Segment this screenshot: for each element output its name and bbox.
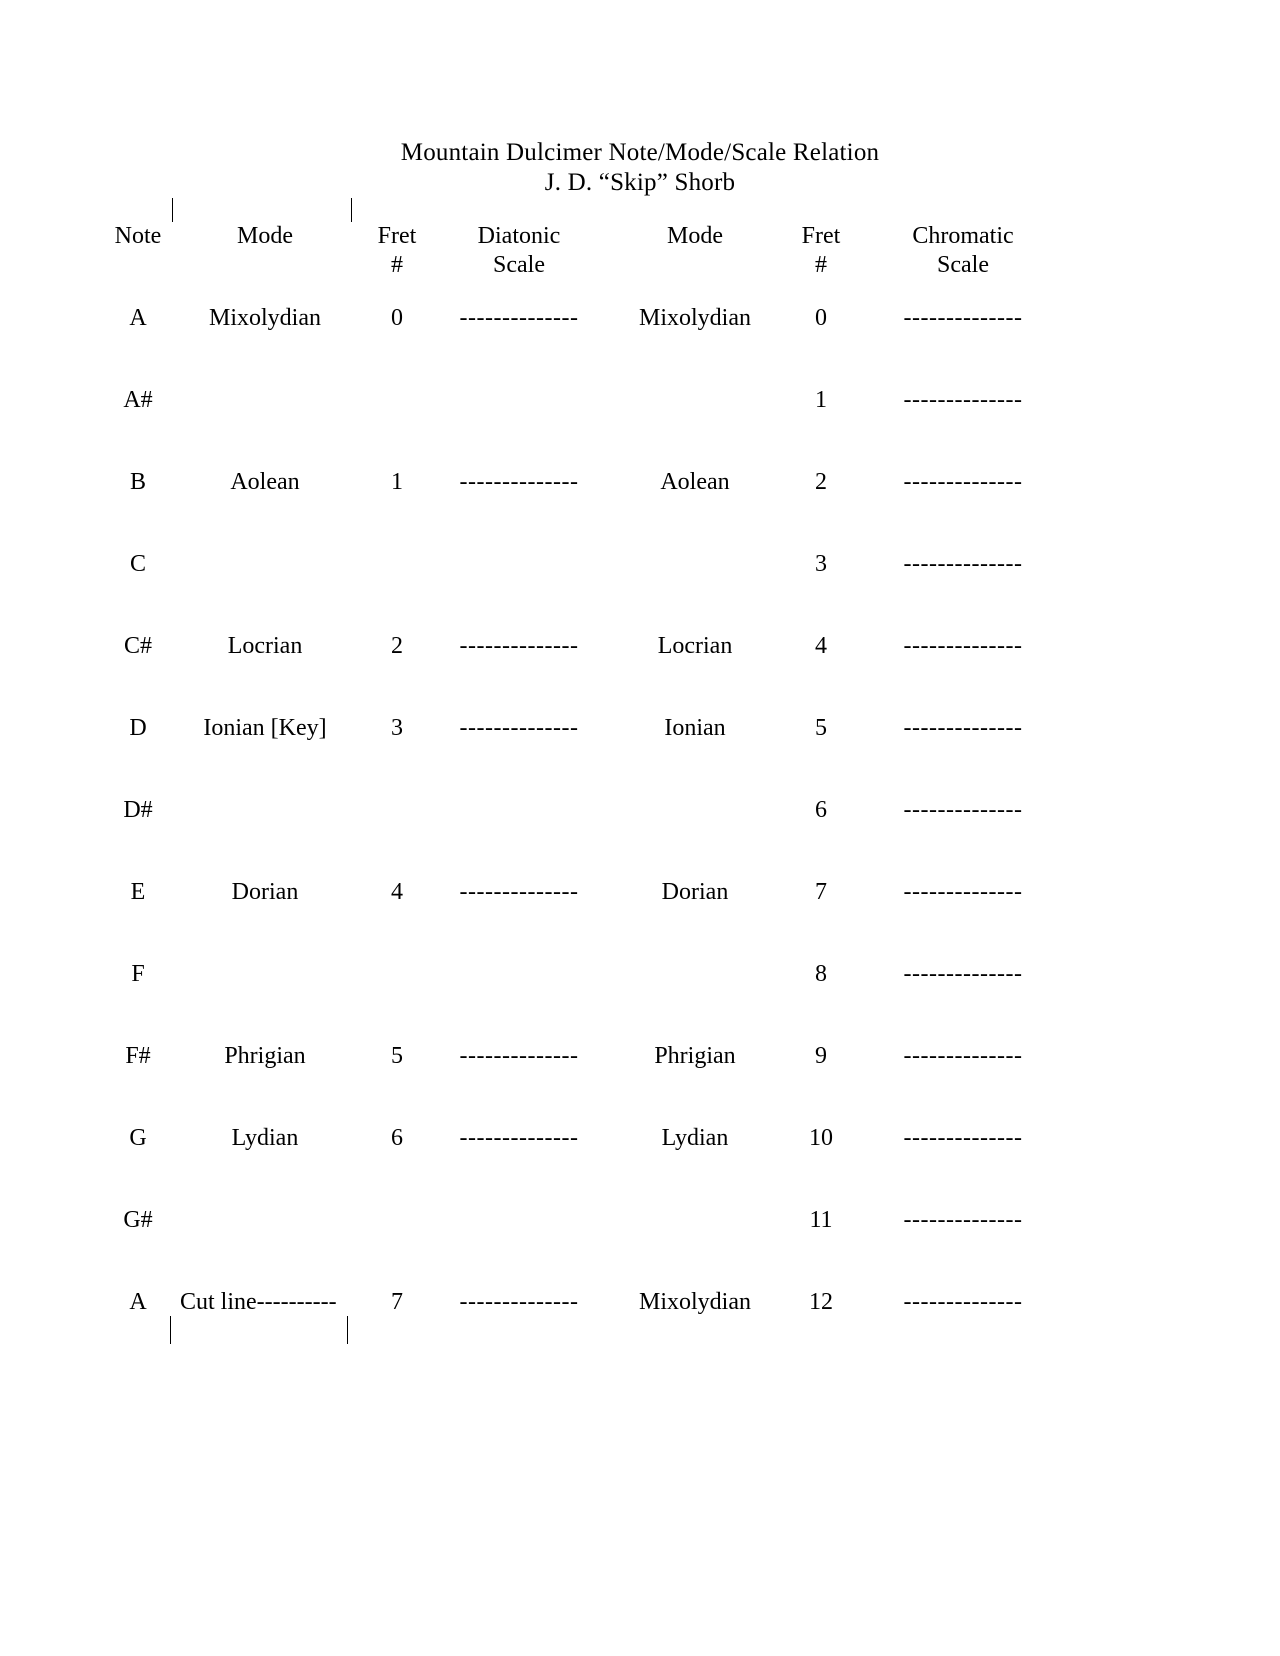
table-row	[0, 385, 1280, 415]
cell-mode-diatonic: Ionian [Key]	[203, 715, 327, 741]
title-line-1: Mountain Dulcimer Note/Mode/Scale Relation	[400, 139, 880, 166]
cell-diatonic-scale: --------------	[459, 1043, 579, 1069]
table-row	[0, 1205, 1280, 1235]
cut-mark-bottom-left	[170, 1316, 171, 1344]
cell-mode-diatonic: Mixolydian	[209, 305, 321, 331]
column-header-mode-diatonic	[180, 222, 350, 251]
cell-note: A#	[123, 387, 153, 413]
cell-diatonic-scale: --------------	[459, 1125, 579, 1151]
column-header-note	[96, 222, 180, 251]
table-row	[0, 1123, 1280, 1153]
cell-chromatic-scale: --------------	[903, 305, 1023, 331]
cell-fret-diatonic: 2	[391, 633, 403, 659]
column-header-diatonic-scale	[444, 222, 594, 280]
cell-mode-diatonic: Locrian	[227, 633, 303, 659]
cell-note: F	[131, 961, 145, 987]
cell-note: A	[129, 305, 147, 331]
cell-diatonic-scale: --------------	[459, 305, 579, 331]
cell-fret-diatonic: 7	[391, 1289, 403, 1315]
cell-fret-chromatic: 9	[815, 1043, 827, 1069]
cell-chromatic-scale: --------------	[903, 1043, 1023, 1069]
column-header-fret-chromatic-sub: #	[815, 252, 827, 278]
cell-fret-diatonic: 0	[391, 305, 403, 331]
table-row	[0, 631, 1280, 661]
cell-chromatic-scale: --------------	[903, 797, 1023, 823]
cell-chromatic-scale: --------------	[903, 879, 1023, 905]
cut-mark-top-right	[351, 198, 352, 222]
cell-note: C	[129, 551, 146, 577]
cell-diatonic-scale: --------------	[459, 879, 579, 905]
cell-mode-diatonic: Dorian	[231, 879, 299, 905]
cell-fret-diatonic: 4	[391, 879, 403, 905]
cell-fret-chromatic: 2	[815, 469, 827, 495]
cell-diatonic-scale: --------------	[459, 633, 579, 659]
cell-fret-chromatic: 7	[815, 879, 827, 905]
column-header-mode-diatonic-main: Mode	[237, 223, 293, 249]
table-row	[0, 549, 1280, 579]
cell-chromatic-scale: --------------	[903, 551, 1023, 577]
cell-chromatic-scale: --------------	[903, 469, 1023, 495]
cell-mode-chromatic: Lydian	[661, 1125, 729, 1151]
cell-fret-chromatic: 5	[815, 715, 827, 741]
table-row	[0, 959, 1280, 989]
table-row	[0, 795, 1280, 825]
table-header-row	[0, 222, 1280, 286]
cell-note: A	[129, 1289, 147, 1315]
cell-chromatic-scale: --------------	[903, 1125, 1023, 1151]
cell-mode-chromatic: Mixolydian	[639, 1289, 751, 1315]
table-row	[0, 877, 1280, 907]
cell-mode-chromatic: Locrian	[657, 633, 733, 659]
cell-chromatic-scale: --------------	[903, 961, 1023, 987]
cell-fret-chromatic: 3	[815, 551, 827, 577]
cell-note: G#	[123, 1207, 153, 1233]
cut-mark-bottom-right	[347, 1316, 348, 1344]
cell-diatonic-scale: --------------	[459, 1289, 579, 1315]
column-header-fret-diatonic	[352, 222, 442, 280]
cell-chromatic-scale: --------------	[903, 1289, 1023, 1315]
cell-fret-chromatic: 6	[815, 797, 827, 823]
cell-mode-chromatic: Phrigian	[654, 1043, 736, 1069]
cell-note: F#	[125, 1043, 151, 1069]
cell-fret-chromatic: 12	[809, 1289, 833, 1315]
cell-chromatic-scale: --------------	[903, 633, 1023, 659]
column-header-chromatic-scale	[868, 222, 1058, 280]
table-row	[0, 1287, 1280, 1317]
cell-note: E	[130, 879, 146, 905]
cell-mode-chromatic: Mixolydian	[639, 305, 751, 331]
column-header-mode-chromatic	[596, 222, 794, 251]
cell-note: D#	[123, 797, 153, 823]
cut-line-label: Cut line----------	[180, 1289, 337, 1315]
cell-fret-diatonic: 5	[391, 1043, 403, 1069]
cell-fret-chromatic: 8	[815, 961, 827, 987]
column-header-fret-chromatic-main: Fret	[801, 223, 841, 249]
column-header-note-main: Note	[114, 223, 162, 249]
column-header-chromatic-scale-main: Chromatic	[912, 223, 1014, 249]
column-header-fret-diatonic-main: Fret	[377, 223, 417, 249]
cell-fret-chromatic: 4	[815, 633, 827, 659]
cell-note: D	[129, 715, 147, 741]
cell-mode-chromatic: Aolean	[660, 469, 730, 495]
document-title	[0, 138, 1280, 198]
column-header-chromatic-scale-sub: Scale	[937, 252, 989, 278]
table-row	[0, 467, 1280, 497]
cell-chromatic-scale: --------------	[903, 1207, 1023, 1233]
table-row	[0, 713, 1280, 743]
column-header-diatonic-scale-main: Diatonic	[477, 223, 561, 249]
column-header-fret-chromatic	[776, 222, 866, 280]
cell-mode-chromatic: Dorian	[661, 879, 729, 905]
cell-diatonic-scale: --------------	[459, 715, 579, 741]
cut-mark-top-left	[172, 198, 173, 222]
cell-note: G	[129, 1125, 147, 1151]
column-header-fret-diatonic-sub: #	[391, 252, 403, 278]
cell-mode-chromatic: Ionian	[664, 715, 726, 741]
cell-diatonic-scale: --------------	[459, 469, 579, 495]
column-header-mode-chromatic-main: Mode	[667, 223, 723, 249]
cell-mode-diatonic: Aolean	[230, 469, 300, 495]
column-header-diatonic-scale-sub: Scale	[493, 252, 545, 278]
title-line-2: J. D. “Skip” Shorb	[544, 169, 736, 196]
table-row	[0, 1041, 1280, 1071]
cell-fret-chromatic: 10	[809, 1125, 833, 1151]
cell-fret-diatonic: 1	[391, 469, 403, 495]
cell-fret-diatonic: 6	[391, 1125, 403, 1151]
cell-note: B	[129, 469, 146, 495]
cell-chromatic-scale: --------------	[903, 715, 1023, 741]
cell-chromatic-scale: --------------	[903, 387, 1023, 413]
cell-note: C#	[123, 633, 152, 659]
cell-mode-diatonic: Phrigian	[224, 1043, 306, 1069]
table-row	[0, 303, 1280, 333]
cell-fret-chromatic: 0	[815, 305, 827, 331]
cell-fret-chromatic: 1	[815, 387, 827, 413]
cell-fret-diatonic: 3	[391, 715, 403, 741]
cell-mode-diatonic: Lydian	[231, 1125, 299, 1151]
cell-fret-chromatic: 11	[809, 1207, 833, 1233]
